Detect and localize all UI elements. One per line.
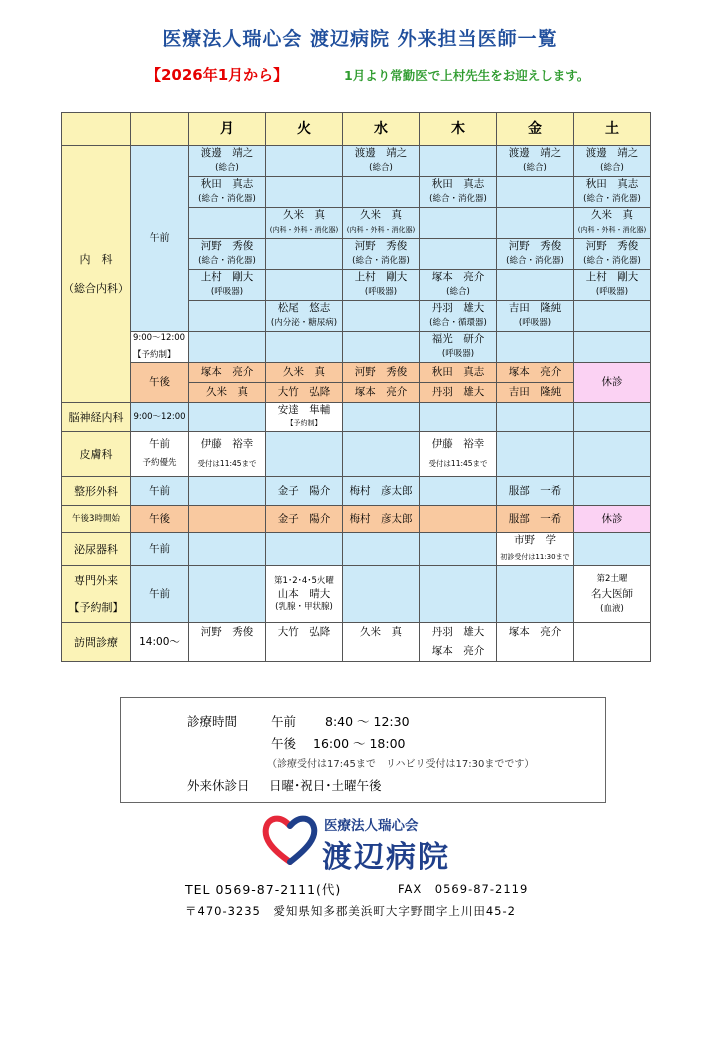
hospital-logo (262, 812, 492, 875)
doctor-name (574, 332, 651, 348)
doctor-specialty (189, 347, 266, 363)
doctor-specialty (266, 192, 343, 208)
doctor-specialty (420, 254, 497, 270)
ortho-pm-note: 午後3時開始 (62, 506, 131, 533)
time-pm: 午後 (131, 506, 189, 533)
effective-date: 【2026年1月から】 (146, 66, 289, 84)
doctor-name: 久米 真 (343, 623, 420, 643)
doctor-name (266, 270, 343, 286)
empty (574, 642, 651, 662)
doctor-name (343, 332, 420, 348)
doctor-specialty: (総合・循環器) (420, 316, 497, 332)
doctor-specialty (266, 161, 343, 177)
doctor-name (189, 332, 266, 348)
doctor-specialty (266, 285, 343, 301)
doctor-specialty (266, 347, 343, 363)
doctor-name (497, 270, 574, 286)
neuro-row (62, 403, 651, 432)
doctor-specialty: (呼吸器) (574, 285, 651, 301)
doctor-name (189, 506, 266, 533)
doctor-specialty (574, 316, 651, 332)
cell-line: 第1･2･4･5火曜 (274, 575, 334, 586)
dept-visit: 訪問診療 (62, 623, 131, 662)
time-am: 午前 (131, 146, 189, 332)
doctor-name: 秋田 真志 (420, 363, 497, 383)
hours-note: （診療受付は17:45まで リハビリ受付は17:30までです） (267, 759, 535, 770)
logo-org: 医療法人瑞心会 (324, 818, 419, 834)
doctor-name (266, 146, 343, 162)
doctor-specialty (497, 347, 574, 363)
doctor-specialty (343, 316, 420, 332)
empty (343, 403, 420, 432)
doctor-specialty: (総合・消化器) (574, 192, 651, 208)
empty (343, 642, 420, 662)
doctor-name: 秋田 真志 (189, 177, 266, 193)
time-neuro: 9:00～12:00 (131, 403, 189, 432)
internal-am-row (62, 332, 651, 348)
doctor-specialty (189, 316, 266, 332)
empty (574, 623, 651, 643)
empty (574, 477, 651, 506)
time-reserve (131, 332, 189, 363)
hours-pm-label: 午後 (271, 736, 297, 751)
doctor-name: 久米 真 (343, 208, 420, 224)
dept-ortho: 整形外科 (62, 477, 131, 506)
doctor-name (266, 239, 343, 255)
doctor-name: 久米 真 (266, 208, 343, 224)
doctor-name: 上村 剛大 (189, 270, 266, 286)
doctor-name (266, 177, 343, 193)
doctor-name (189, 301, 266, 317)
doctor-specialty (574, 347, 651, 363)
special-sat (574, 566, 651, 623)
doctor-name: 塚本 亮介 (497, 363, 574, 383)
doctor-name: 河野 秀俊 (189, 239, 266, 255)
cell-line: 受付は11:45まで (197, 459, 257, 468)
doctor-specialty: (総合・消化器) (497, 254, 574, 270)
doctor-name: 渡邊 靖之 (574, 146, 651, 162)
doctor-name: 梅村 彦太郎 (343, 506, 420, 533)
doctor-name: 吉田 隆純 (497, 301, 574, 317)
internal-pm-row (62, 363, 651, 383)
header-row (62, 113, 651, 146)
doctor-specialty: (総合) (420, 285, 497, 301)
dept-uro: 泌尿器科 (62, 533, 131, 566)
doctor-specialty: (呼吸器) (497, 316, 574, 332)
doctor-specialty: (内科・外科・消化器) (266, 223, 343, 239)
cell-line: 【予約制】 (286, 419, 322, 427)
derm-mon (189, 432, 266, 477)
doctor-name (420, 208, 497, 224)
dept-special (62, 566, 131, 623)
doctor-specialty: (総合・消化器) (343, 254, 420, 270)
doctor-name: 丹羽 雄大 (420, 623, 497, 643)
hours-pm: 16:00 ～ 18:00 (313, 736, 406, 751)
empty (420, 566, 497, 623)
dept-derm: 皮膚科 (62, 432, 131, 477)
cell-line: (乳腺・甲状腺) (275, 601, 333, 612)
hours-label: 診療時間 (187, 714, 238, 729)
doctor-name (497, 177, 574, 193)
empty (189, 566, 266, 623)
empty (574, 403, 651, 432)
doctor-name: 秋田 真志 (574, 177, 651, 193)
doctor-name: 塚本 亮介 (420, 270, 497, 286)
empty (497, 403, 574, 432)
empty (420, 533, 497, 566)
cell-line: 安達 隼輔 (277, 404, 331, 416)
doctor-name (420, 477, 497, 506)
time-pm: 午後 (131, 363, 189, 403)
doctor-name (497, 208, 574, 224)
heart-logo-icon (262, 812, 318, 868)
cell-line: 内 科 (79, 253, 113, 266)
doctor-name: 河野 秀俊 (343, 363, 420, 383)
empty (497, 566, 574, 623)
derm-thu (420, 432, 497, 477)
doctor-name: 河野 秀俊 (343, 239, 420, 255)
doctor-specialty (189, 223, 266, 239)
empty (266, 533, 343, 566)
hours-am-label: 午前 (271, 714, 297, 729)
doctor-name: 渡邊 靖之 (497, 146, 574, 162)
doctor-name: 塚本 亮介 (343, 383, 420, 403)
doctor-specialty: (総合) (189, 161, 266, 177)
doctor-name: 金子 陽介 (266, 506, 343, 533)
doctor-specialty (420, 223, 497, 239)
header-day-mon: 月 (189, 113, 266, 146)
empty (574, 533, 651, 566)
empty (189, 403, 266, 432)
doctor-name: 上村 剛大 (574, 270, 651, 286)
neuro-doctor (266, 403, 343, 432)
time-am: 午前 (131, 477, 189, 506)
doctor-specialty: (内科・外科・消化器) (574, 223, 651, 239)
ortho-pm-row (62, 506, 651, 533)
doctor-name: 金子 陽介 (266, 477, 343, 506)
cell-line: 午前 (149, 438, 170, 450)
visit-row (62, 623, 651, 643)
hours-am: 8:40 ～ 12:30 (325, 714, 410, 729)
doctor-specialty: (総合・消化器) (189, 192, 266, 208)
cell-line: 市野 学 (514, 534, 556, 546)
header-time (131, 113, 189, 146)
doctor-name: 服部 一希 (497, 506, 574, 533)
doctor-name (574, 301, 651, 317)
doctor-specialty: (呼吸器) (343, 285, 420, 301)
doctor-specialty: (総合) (497, 161, 574, 177)
doctor-specialty: (総合・消化器) (574, 254, 651, 270)
doctor-specialty (266, 254, 343, 270)
special-row (62, 566, 651, 623)
doctor-specialty (497, 285, 574, 301)
doctor-name: 塚本 亮介 (189, 363, 266, 383)
page-title: 医療法人瑞心会 渡辺病院 外来担当医師一覧 (162, 28, 558, 50)
announcement: 1月より常勤医で上村先生をお迎えします。 (344, 68, 590, 83)
doctor-specialty (497, 223, 574, 239)
doctor-name: 河野 秀俊 (497, 239, 574, 255)
doctor-specialty: (総合・消化器) (189, 254, 266, 270)
empty (574, 432, 651, 477)
doctor-name: 大竹 弘降 (266, 383, 343, 403)
doctor-specialty: (呼吸器) (420, 347, 497, 363)
closed-label: 外来休診日 (187, 778, 250, 793)
doctor-specialty: (内科・外科・消化器) (343, 223, 420, 239)
empty (266, 642, 343, 662)
closed-sat: 休診 (574, 506, 651, 533)
doctor-specialty (497, 192, 574, 208)
doctor-name: 渡邊 靖之 (343, 146, 420, 162)
cell-line: 初診受付は11:30まで (500, 553, 570, 561)
fax: FAX 0569-87-2119 (398, 882, 529, 896)
doctor-specialty (420, 161, 497, 177)
doctor-specialty: (呼吸器) (189, 285, 266, 301)
doctor-name: 河野 秀俊 (574, 239, 651, 255)
cell-line: 9:00～12:00 (133, 333, 186, 343)
doctor-name: 渡邊 靖之 (189, 146, 266, 162)
cell-line: （総合内科） (63, 282, 129, 295)
doctor-name (343, 177, 420, 193)
doctor-name: 久米 真 (574, 208, 651, 224)
header-corner (62, 113, 131, 146)
empty (420, 403, 497, 432)
dept-neuro: 脳神経内科 (62, 403, 131, 432)
doctor-name: 福光 研介 (420, 332, 497, 348)
closed-sat: 休診 (574, 363, 651, 403)
doctor-name: 丹羽 雄大 (420, 383, 497, 403)
cell-line: 専門外来 (74, 574, 118, 587)
doctor-specialty: (総合) (343, 161, 420, 177)
doctor-name: 梅村 彦太郎 (343, 477, 420, 506)
doctor-name: 上村 剛大 (343, 270, 420, 286)
cell-line: 【予約制】 (133, 350, 176, 360)
empty (189, 533, 266, 566)
doctor-name (189, 477, 266, 506)
empty (343, 432, 420, 477)
internal-am-row (62, 146, 651, 162)
schedule-table (61, 112, 651, 662)
doctor-name (420, 506, 497, 533)
address: 〒470-3235 愛知県知多郡美浜町大字野間字上川田45-2 (185, 904, 516, 918)
doctor-name: 松尾 悠志 (266, 301, 343, 317)
logo-name: 渡辺病院 (322, 840, 450, 875)
cell-line: 伊藤 裕幸 (200, 438, 254, 450)
doctor-name (420, 146, 497, 162)
special-tue (266, 566, 343, 623)
header-day-thu: 木 (420, 113, 497, 146)
doctor-specialty: (総合・消化器) (420, 192, 497, 208)
derm-row (62, 432, 651, 477)
header-day-tue: 火 (266, 113, 343, 146)
cell-line: 名大医師 (591, 587, 633, 600)
uro-row (62, 533, 651, 566)
doctor-specialty: (総合) (574, 161, 651, 177)
doctor-name: 塚本 亮介 (497, 623, 574, 643)
doctor-name: 吉田 隆純 (497, 383, 574, 403)
doctor-specialty: (内分泌・糖尿病) (266, 316, 343, 332)
doctor-name (189, 208, 266, 224)
tel: TEL 0569-87-2111(代) (185, 882, 342, 897)
cell-line: 山本 晴大 (277, 587, 331, 600)
empty (343, 566, 420, 623)
uro-doctor (497, 533, 574, 566)
doctor-name (497, 332, 574, 348)
time-am: 午前 (131, 533, 189, 566)
doctor-name (266, 332, 343, 348)
doctor-name: 久米 真 (189, 383, 266, 403)
hours-box (120, 697, 606, 803)
empty (189, 642, 266, 662)
ortho-am-row (62, 477, 651, 506)
doctor-name: 大竹 弘降 (266, 623, 343, 643)
cell-line: 【予約制】 (68, 601, 124, 614)
cell-line: 受付は11:45まで (428, 459, 488, 468)
cell-line: 予約優先 (142, 458, 177, 468)
header-day-fri: 金 (497, 113, 574, 146)
doctor-name: 服部 一希 (497, 477, 574, 506)
cell-line: 伊藤 裕幸 (431, 438, 485, 450)
doctor-specialty (343, 192, 420, 208)
time-am: 午前 (131, 566, 189, 623)
doctor-name (420, 239, 497, 255)
empty (266, 432, 343, 477)
doctor-name: 丹羽 雄大 (420, 301, 497, 317)
doctor-name (343, 301, 420, 317)
empty (343, 533, 420, 566)
header-day-wed: 水 (343, 113, 420, 146)
cell-line: (血液) (600, 603, 624, 614)
doctor-specialty (343, 347, 420, 363)
cell-line: 第2土曜 (596, 573, 628, 584)
doctor-name: 久米 真 (266, 363, 343, 383)
empty (497, 432, 574, 477)
empty (497, 642, 574, 662)
closed-days: 日曜･祝日･土曜午後 (269, 778, 382, 793)
doctor-name: 河野 秀俊 (189, 623, 266, 643)
doctor-name: 秋田 真志 (420, 177, 497, 193)
doctor-name: 塚本 亮介 (420, 642, 497, 662)
time-visit: 14:00～ (131, 623, 189, 662)
header-day-sat: 土 (574, 113, 651, 146)
dept-internal (62, 146, 131, 403)
time-derm (131, 432, 189, 477)
